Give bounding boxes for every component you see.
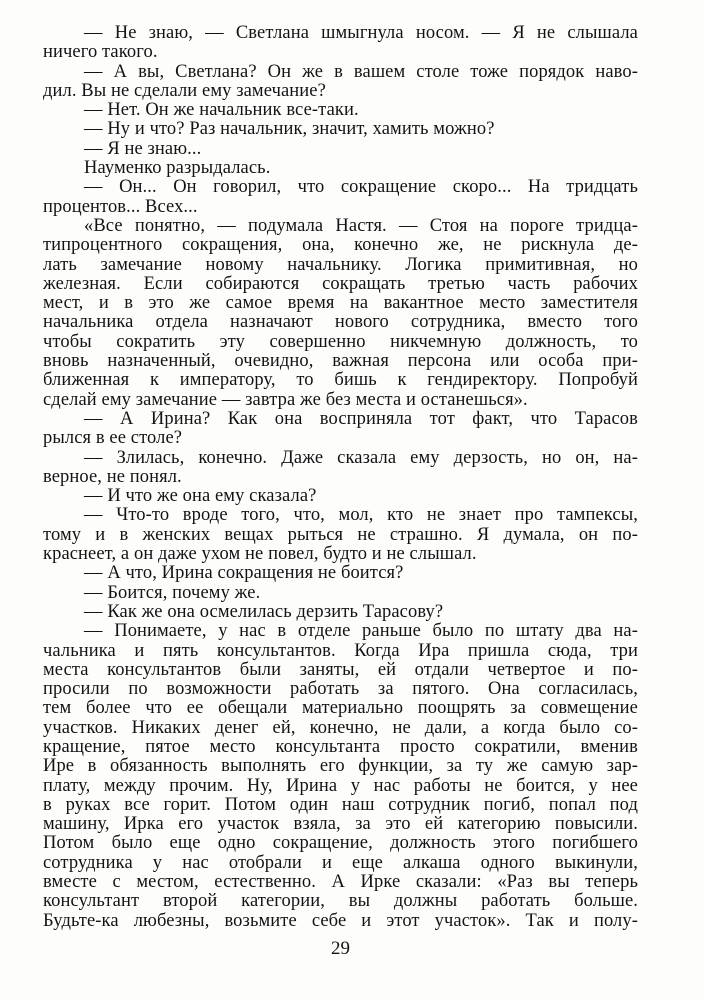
text-line: типроцентного сокращения, она, конечно же, не рискнула де- xyxy=(43,235,638,256)
text-line: вместе с местом, естественно. А Ирке сказали: «Раз вы теперь xyxy=(43,872,638,893)
text-line: — Нет. Он же начальник все-таки. xyxy=(84,100,359,121)
text-line: мест, и в это же самое время на вакантное место заместителя xyxy=(43,293,638,314)
text-line: сотрудника у нас отобрали и еще алкаша одного выкинули, xyxy=(43,852,638,873)
text-line: — Понимаете, у нас в отделе раньше было по штату два на- xyxy=(84,621,638,642)
text-line: — А что, Ирина сокращения не боится? xyxy=(84,563,404,584)
text-line: Науменко разрыдалась. xyxy=(84,158,271,179)
text-line: тому и в женских вещах рыться не страшно. Я думала, он по- xyxy=(43,524,638,545)
text-line: — Боится, почему же. xyxy=(84,582,261,603)
text-line: Будьте-ка любезны, возьмите себе и этот участок». Так и полу- xyxy=(43,910,638,931)
text-line: дил. Вы не сделали ему замечание? xyxy=(43,80,326,101)
text-line: рылся в ее столе? xyxy=(43,428,183,449)
text-line: «Все понятно, — подумала Настя. — Стоя на пороге тридца- xyxy=(84,215,638,236)
text-line: процентов... Всех... xyxy=(43,196,198,217)
text-line: начальника отдела назначают нового сотрудника, вместо того xyxy=(43,312,638,333)
page-number: 29 xyxy=(331,938,350,959)
text-line: Ире в обязанность выполнять его функции, за ту же самую зар- xyxy=(43,756,638,777)
text-line: — И что же она ему сказала? xyxy=(84,486,317,507)
text-line: чтобы сократить эту совершенно никчемную должность, то xyxy=(43,331,638,352)
text-line: — Что-то вроде того, что, мол, кто не знает про тампексы, xyxy=(84,505,638,526)
text-block xyxy=(43,24,638,931)
text-line: ничего такого. xyxy=(43,42,158,63)
text-line: Потом было еще одно сокращение, должность этого погибшего xyxy=(43,833,638,854)
text-line: краснеет, а он даже ухом не повел, будто и не слышал. xyxy=(43,544,477,565)
text-line: просили по возможности работать за пятого. Она согласилась, xyxy=(43,679,638,700)
text-line: вновь назначенный, очевидно, важная персона или особа при- xyxy=(43,351,638,372)
text-line: верное, не понял. xyxy=(43,466,182,487)
text-line: места консультантов были заняты, ей отдали четвертое и по- xyxy=(43,659,638,680)
text-line: чальника и пять консультантов. Когда Ира пришла сюда, три xyxy=(43,640,638,661)
text-line: — А Ирина? Как она восприняла тот факт, что Тарасов xyxy=(84,408,638,429)
text-line: плату, между прочим. Ну, Ирина у нас работы не боится, у нее xyxy=(43,775,638,796)
text-line: консультант второй категории, вы должны работать больше. xyxy=(43,891,638,912)
text-line: — Злилась, конечно. Даже сказала ему дерзость, но он, на- xyxy=(84,447,638,468)
text-line: — А вы, Светлана? Он же в вашем столе тоже порядок наво- xyxy=(84,61,638,82)
text-line: — Ну и что? Раз начальник, значит, хамить можно? xyxy=(84,119,495,140)
text-line: — Не знаю, — Светлана шмыгнула носом. — Я не слышала xyxy=(84,23,638,43)
text-line: лать замечание новому начальнику. Логика примитивная, но xyxy=(43,254,638,275)
text-line: кращение, пятое место консультанта просто сократили, вменив xyxy=(43,736,638,757)
text-line: железная. Если собираются сокращать третью часть рабочих xyxy=(43,273,638,294)
text-line: тем более что ее обещали материально поощрять за совмещение xyxy=(43,698,638,719)
text-line: — Как же она осмелилась дерзить Тарасову? xyxy=(84,601,444,622)
text-line: ближенная к императору, то бишь к гендиректору. Попробуй xyxy=(43,370,638,391)
text-line: в руках все горит. Потом один наш сотрудник погиб, попал под xyxy=(43,794,638,815)
text-line: — Он... Он говорил, что сокращение скоро... На тридцать xyxy=(84,177,638,198)
text-line: машину, Ирка его участок взяла, за это ей категорию повысили. xyxy=(43,814,638,835)
text-line: сделай ему замечание — завтра же без места и останешься». xyxy=(43,389,528,410)
text-line: — Я не знаю... xyxy=(84,138,202,159)
text-line: участков. Никаких денег ей, конечно, не дали, а когда было со- xyxy=(43,717,638,738)
